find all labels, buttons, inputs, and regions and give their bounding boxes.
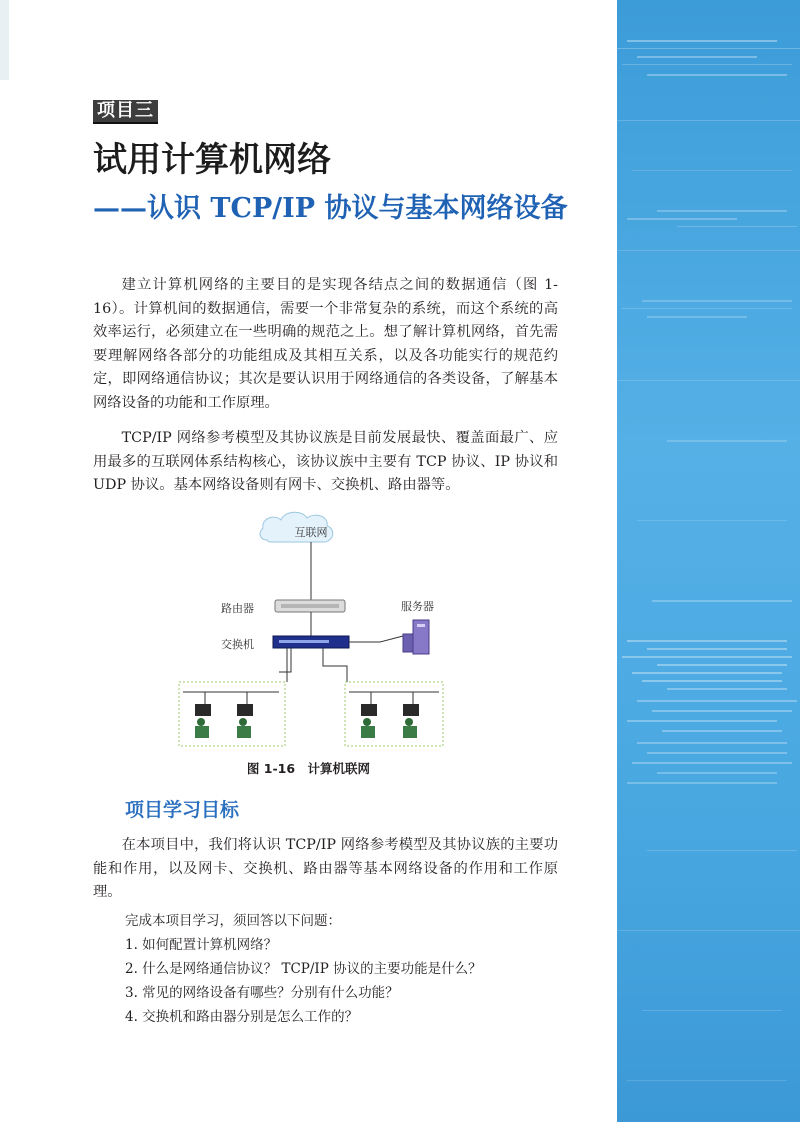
intro-paragraph-1: 建立计算机网络的主要目的是实现各结点之间的数据通信（图 1-16）。计算机间的数据通信，需要一个非常复杂的系统，而这个系统的高效率运行，必须建立在一些明确的规范之上。想了解计算机网络，首先需要理解网络各部分的功能组成及其相互关系，以及各功能实行的规范约定，即网络通信协议；其次是要认识用于网络通信的各类设备，了解基本网络设备的功能和工作原理。 — [93, 277, 558, 411]
section-heading: 项目学习目标 — [125, 799, 240, 821]
workstation-icon — [237, 704, 253, 738]
list-item: 4. 交换机和路由器分别是怎么工作的？ — [125, 1009, 359, 1025]
left-margin-strip — [0, 0, 9, 80]
decorative-side-panel — [617, 0, 800, 1122]
list-item: 2. 什么是网络通信协议？ TCP/IP 协议的主要功能是什么？ — [125, 961, 482, 977]
code-texture-graphic — [617, 0, 800, 1122]
router-label: 路由器 — [221, 602, 254, 615]
questions-intro: 完成本项目学习，须回答以下问题： — [125, 913, 341, 929]
list-item: 1. 如何配置计算机网络？ — [125, 937, 278, 953]
page-title: 试用计算机网络 — [93, 140, 331, 180]
lan-group-left — [179, 682, 285, 746]
project-tag: 项目三 — [93, 100, 158, 124]
page-subtitle: ——认识 TCP/IP 协议与基本网络设备 — [93, 193, 568, 224]
switch-label: 交换机 — [221, 638, 254, 651]
router-icon — [275, 600, 345, 612]
workstation-icon — [403, 704, 419, 738]
list-item: 3. 常见的网络设备有哪些？分别有什么功能？ — [125, 985, 399, 1001]
internet-label: 互联网 — [294, 526, 328, 539]
server-icon — [403, 620, 429, 654]
switch-icon — [273, 636, 349, 648]
lan-group-right — [345, 682, 443, 746]
figure-caption: 图 1-16 计算机联网 — [246, 761, 371, 776]
section-paragraph: 在本项目中，我们将认识 TCP/IP 网络参考模型及其协议族的主要功能和作用，以及网卡、交换机、路由器等基本网络设备的作用和工作原理。 — [93, 837, 558, 901]
server-label: 服务器 — [401, 600, 434, 613]
question-list — [125, 933, 482, 1029]
workstation-icon — [361, 704, 377, 738]
intro-paragraph-2: TCP/IP 网络参考模型及其协议族是目前发展最快、覆盖面最广、应用最多的互联网体系结构核心，该协议族中主要有 TCP 协议、IP 协议和 UDP 协议。基本网络设备则有网卡、交换机、路由器等。 — [93, 430, 558, 494]
network-diagram — [175, 506, 447, 752]
workstation-icon — [195, 704, 211, 738]
